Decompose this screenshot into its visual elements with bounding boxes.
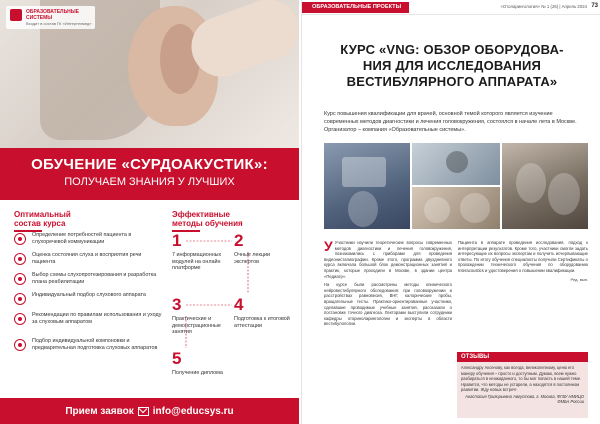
course-item xyxy=(14,338,164,364)
methods-heading-line2: методы обучения xyxy=(172,219,243,228)
article-paragraph: Пациента в аппарате проведения исследования, подход к интерпретации результатов. Кроме того, участники смогли задать интересующие их вопросы экспертам и получить исчерпывающие ответы. По итогу обучения специалисты получили Сертификаты о прохождении технического обучения по оборудованию Interacoustics и удостоверения о повышении квалификации. xyxy=(458,240,588,273)
course-item-text: Индивидуальный подбор слухового аппарата xyxy=(32,292,146,298)
method-text: 7 информационных модулей на онлайн платформе xyxy=(172,252,222,271)
method-item xyxy=(172,232,230,272)
ear-icon xyxy=(14,233,26,245)
envelope-icon xyxy=(138,407,149,416)
method-number: 1 xyxy=(172,231,182,250)
banner-subtitle: ПОЛУЧАЕМ ЗНАНИЯ У ЛУЧШИХ xyxy=(64,176,235,188)
methods-heading xyxy=(172,210,243,232)
method-item xyxy=(234,296,292,329)
page-number: 73 xyxy=(591,3,598,9)
article-column-1 xyxy=(324,240,452,330)
method-number: 2 xyxy=(234,231,244,250)
ear-examination-photo xyxy=(0,0,299,150)
course-heading-line1: Оптимальный xyxy=(14,210,71,219)
course-item xyxy=(14,232,164,252)
course-item-text: Выбор схемы слухопротезирования и разработка плана реабилитации xyxy=(32,272,157,285)
logo-mark-icon xyxy=(10,9,22,21)
method-text: Очные лекции экспертов xyxy=(234,252,270,265)
article-paragraph: На курсе были рассмотрены методы клинического нейровестибулярного обследования: при головокружении и расстройствах равновесия, ВНГ, калорические пробы, вращательные тесты. Практико-ориентированные участники, сделавшие проводимые учебные занятия, рассказали о постановке точного диагноза. Лекторами выступили сотрудники кафедры оториноларингологии и эксперты в области вестибулологии. xyxy=(324,282,452,327)
right-page xyxy=(301,0,600,424)
course-item xyxy=(14,312,164,338)
course-heading xyxy=(14,210,71,232)
care-icon xyxy=(14,313,26,325)
article-lead: Курс повышения квалификации для врачей, основной темой которого является изучение современных методов диагностики и лечения головокружения, состоялся в начале лета в Москве. Организатор – компания «Образовательные системы». xyxy=(324,111,577,134)
method-item xyxy=(172,350,230,377)
methods-heading-line1: Эффективные xyxy=(172,210,230,219)
course-item-text: Подбор индивидуальной компоновки и предварительная подготовка слуховых аппаратов xyxy=(32,338,158,351)
device-icon xyxy=(14,293,26,305)
footer-email[interactable]: info@educsys.ru xyxy=(152,405,234,417)
logo-subline: Входит в состав ГК «Интертехмед» xyxy=(26,21,92,26)
methods-grid xyxy=(172,232,294,392)
left-page xyxy=(0,0,299,424)
course-banner xyxy=(0,148,299,200)
photo-collage xyxy=(324,143,588,229)
banner-title: ОБУЧЕНИЕ «СУРДОАКУСТИК»: xyxy=(31,156,268,173)
running-header xyxy=(302,0,600,15)
speech-icon xyxy=(14,253,26,265)
training-photo xyxy=(412,143,500,185)
course-list xyxy=(14,232,164,364)
course-item-text: Определение потребностей пациента в слухоречевой коммуникации xyxy=(32,232,132,245)
reviews-box xyxy=(457,362,588,418)
method-number: 4 xyxy=(234,295,244,314)
course-item xyxy=(14,272,164,292)
course-item xyxy=(14,292,164,312)
article-title xyxy=(316,42,588,90)
method-text: Практические и демонстрационные занятия xyxy=(172,316,221,335)
method-number: 3 xyxy=(172,295,182,314)
article-title-line3: ВЕСТИБУЛЯРНОГО АППАРАТА» xyxy=(346,74,558,89)
drop-cap: У xyxy=(324,238,333,254)
review-text: Александру Аксенову, как всегда, великолепному, ценю его манеру обучения – просто и доступным. Думаю, всем нужно разбираться в неожиданного, то бы мог попасть в нашей теме. Нравится, что методы не устарели, а находятся в постоянном развитии. Жду новых встреч! xyxy=(461,365,582,392)
course-item-text: Оценка состояния слуха и восприятия речи пациента xyxy=(32,252,142,265)
editor-signature: Ред. вып. xyxy=(570,276,588,282)
course-heading-line2: состав курса xyxy=(14,219,66,228)
article-title-line1: КУРС «VNG: ОБЗОР ОБОРУДОВА- xyxy=(340,42,564,57)
article-paragraph xyxy=(324,240,452,279)
footer-label: Прием заявок xyxy=(65,405,134,417)
logo-name-line2: СИСТЕМЫ xyxy=(26,15,53,21)
reviews-heading: ОТЗЫВЫ xyxy=(457,352,588,362)
hearing-aid-icon xyxy=(14,273,26,285)
training-photo xyxy=(502,143,588,229)
section-label: ОБРАЗОВАТЕЛЬНЫЕ ПРОЕКТЫ xyxy=(302,2,409,13)
training-photo xyxy=(324,143,410,229)
method-item xyxy=(234,232,292,265)
method-item xyxy=(172,296,230,336)
method-number: 5 xyxy=(172,349,182,368)
company-logo xyxy=(6,6,95,29)
settings-icon xyxy=(14,339,26,351)
article-paragraph-text: Участники изучили теоретические вопросы современных методов диагностики и лечения головокружения, познакомились с приборами для проведения видеонистагмографии. Кроме этого, программа двухдневного курса включала большой блок демонстрационных занятий и практик, которые проходили в Москве, в здании центра «Педиатр». xyxy=(324,240,452,279)
review-signature: Анастасия Григорьевна Августова, г. Москва, ФГБУ НМИЦО ФМБА России xyxy=(465,393,584,404)
logo-name-line1: ОБРАЗОВАТЕЛЬНЫЕ xyxy=(26,9,80,15)
training-photo xyxy=(412,187,500,229)
course-item-text: Рекомендации по правилам использования и уходу за слуховым аппаратом xyxy=(32,312,162,325)
issue-info: «Отоларингология» № 1 (26) | Апрель 2024 xyxy=(500,4,587,9)
article-title-line2: НИЯ ДЛЯ ИССЛЕДОВАНИЯ xyxy=(362,58,542,73)
article-column-2 xyxy=(458,240,588,282)
method-text: Получение диплома xyxy=(172,370,223,376)
method-text: Подготовка к итоговой аттестации xyxy=(234,316,290,329)
application-footer xyxy=(0,398,299,424)
course-item xyxy=(14,252,164,272)
